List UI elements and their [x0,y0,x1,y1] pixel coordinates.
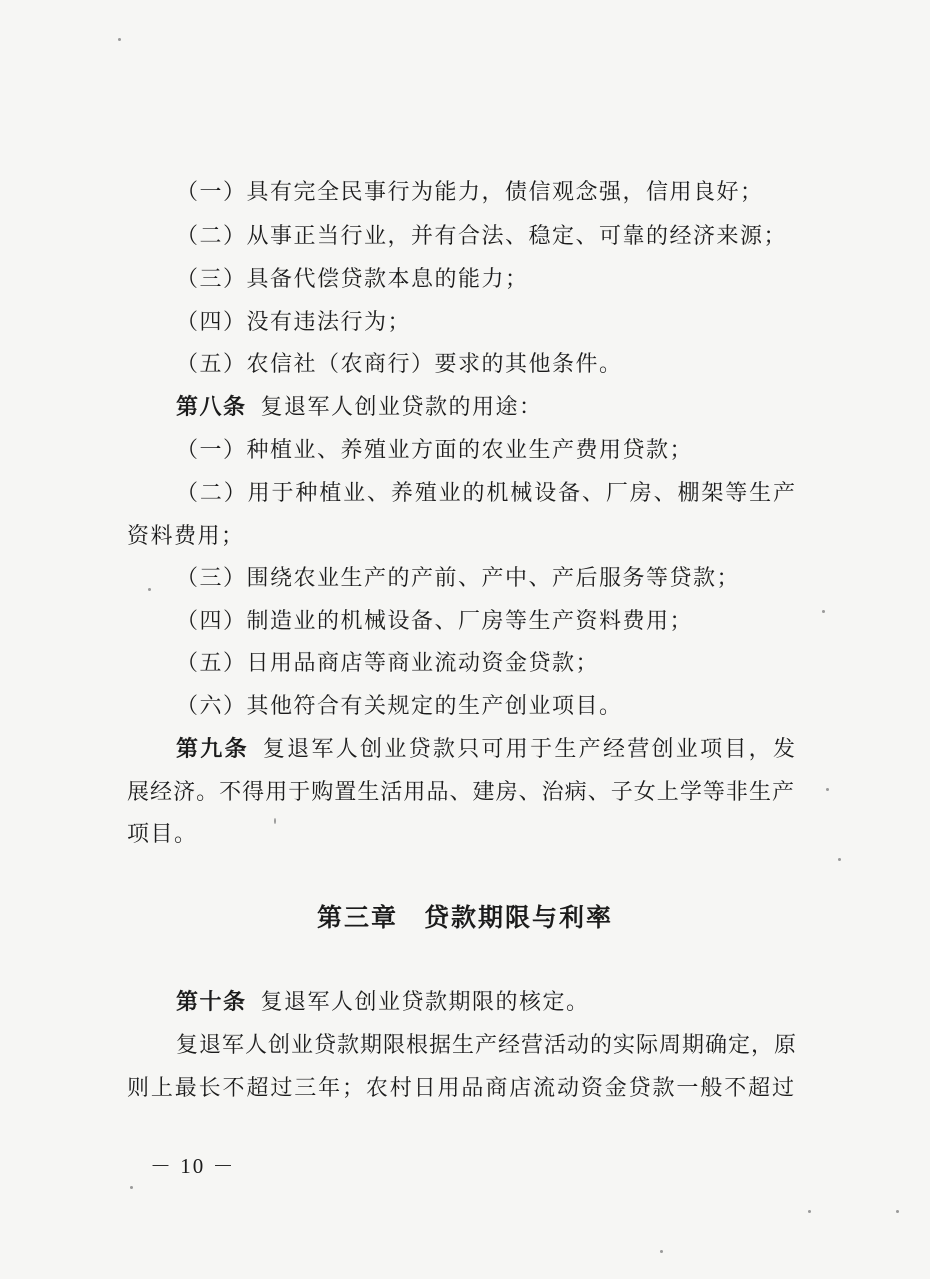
usage-item-2-line1: （二）用于种植业、养殖业的机械设备、厂房、棚架等生产 [176,481,796,506]
usage-item-5: （五）日用品商店等商业流动资金贷款； [176,651,600,676]
article-10-para-line2: 则上最长不超过三年；农村日用品商店流动资金贷款一般不超过 [127,1076,795,1101]
page-number: － 10 － [150,1154,236,1178]
article-9-line3: 项目。 [127,822,198,847]
article-9-text: 复退军人创业贷款只可用于生产经营创业项目，发 [262,737,796,762]
chapter-heading [0,898,930,934]
condition-item-2: （二）从事正当行业，并有合法、稳定、可靠的经济来源； [176,224,788,249]
article-10-label: 第十条 [176,990,247,1015]
scan-speck [822,610,825,613]
scan-speck [660,1250,663,1253]
condition-item-1: （一）具有完全民事行为能力，债信观念强，信用良好； [176,180,764,205]
article-8 [176,393,543,423]
usage-item-2-line2: 资料费用； [127,524,245,549]
chapter-title: 贷款期限与利率 [424,903,614,932]
usage-item-1: （一）种植业、养殖业方面的农业生产费用贷款； [176,438,694,463]
article-9-line1 [176,735,796,765]
usage-item-4: （四）制造业的机械设备、厂房等生产资料费用； [176,609,694,634]
scan-speck [274,818,276,824]
article-9-line2: 展经济。不得用于购置生活用品、建房、治病、子女上学等非生产 [127,780,795,805]
usage-item-6: （六）其他符合有关规定的生产创业项目。 [176,694,623,719]
usage-item-3: （三）围绕农业生产的产前、产中、产后服务等贷款； [176,566,741,591]
article-8-text: 复退军人创业贷款的用途： [260,395,543,420]
condition-item-4: （四）没有违法行为； [176,310,412,335]
condition-item-5: （五）农信社（农商行）要求的其他条件。 [176,352,623,377]
article-10-para-line1: 复退军人创业贷款期限根据生产经营活动的实际周期确定，原 [176,1033,798,1058]
scan-speck [838,858,841,861]
scan-speck [826,788,829,791]
condition-item-3: （三）具备代偿贷款本息的能力； [176,267,529,292]
scan-speck [130,1186,133,1189]
article-9-label: 第九条 [176,737,249,762]
scan-speck [896,1210,899,1213]
scan-speck [148,588,151,591]
chapter-number: 第三章 [316,903,398,932]
scan-speck [808,1210,811,1213]
article-8-label: 第八条 [176,395,247,420]
article-10 [176,988,590,1018]
article-10-text: 复退军人创业贷款期限的核定。 [260,990,590,1015]
scan-speck [118,38,121,41]
